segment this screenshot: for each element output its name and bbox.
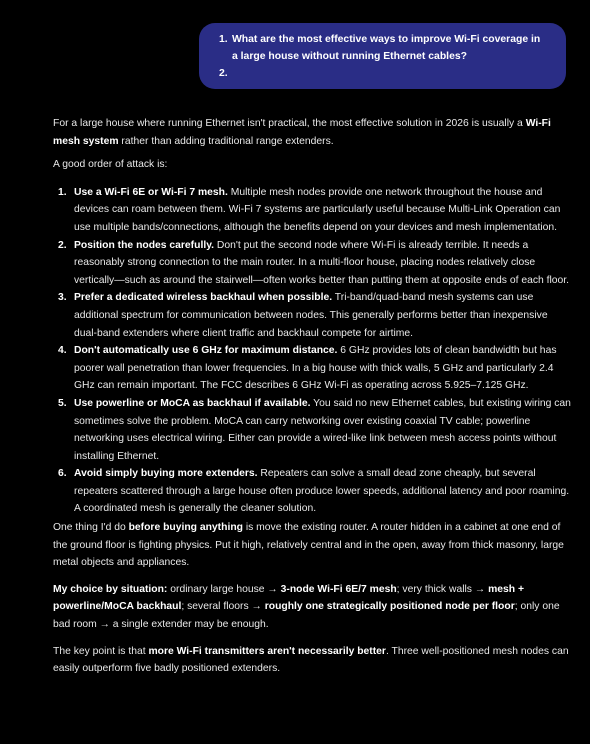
user-question-text: What are the most effective ways to improve Wi-Fi coverage in xyxy=(232,34,541,45)
user-question-number: 2. xyxy=(219,68,228,79)
step-title: Position the nodes carefully. xyxy=(74,239,215,251)
intro-bold: Wi-Fi mesh system xyxy=(53,118,551,147)
intro-paragraph xyxy=(53,115,571,150)
step-item xyxy=(53,237,571,290)
step-title: Use a Wi-Fi 6E or Wi-Fi 7 mesh. xyxy=(74,186,228,198)
step-title: Use powerline or MoCA as backhaul if available. xyxy=(74,397,311,409)
step-number: 1. xyxy=(58,186,67,198)
step-title: Prefer a dedicated wireless backhaul when possible. xyxy=(74,292,333,304)
key-point-paragraph xyxy=(53,643,571,678)
assistant-response xyxy=(53,115,571,678)
user-question-number: 1. xyxy=(219,34,228,45)
choice-paragraph xyxy=(53,581,571,634)
step-item xyxy=(53,342,571,395)
step-body: You said no new Ethernet cables, but existing wiring can sometimes solve the problem. MoCA can carry networking over existing coaxial TV cable; powerline networking uses electrical wiring. Either can provide a wired-like link between mesh access points without installing Ethernet. xyxy=(74,397,571,462)
step-item xyxy=(53,395,571,465)
step-title: Don't automatically use 6 GHz for maximum distance. xyxy=(74,345,338,357)
choice-bold: roughly one strategically positioned node per floor xyxy=(264,601,515,613)
step-number: 6. xyxy=(58,468,67,480)
user-question-item xyxy=(219,48,552,65)
step-body: Don't put the second node where Wi-Fi is already terrible. It needs a reasonably strong connection to the main router. In a multi-floor house, placing nodes relatively close vertically—such as around the stairwell—often works better than putting them at opposite ends of each floor. xyxy=(74,239,570,286)
step-body: Tri-band/quad-band mesh systems can use additional spectrum for communication between nodes. This generally performs better than inexpensive dual-band extenders where client traffic and backhaul compete for airtime. xyxy=(74,292,548,339)
step-title: Avoid simply buying more extenders. xyxy=(74,468,258,480)
choice-text: ordinary large house → xyxy=(167,583,281,595)
choice-bold: mesh + powerline/MoCA backhaul xyxy=(53,583,524,613)
step-item xyxy=(53,184,571,237)
step-number: 4. xyxy=(58,345,67,357)
step-body: Multiple mesh nodes provide one network throughout the house and devices can roam between them. Wi-Fi 7 systems are particularly useful because Multi-Link Operation can use multiple bands/connections, although the benefits depend on your devices and mesh implementation. xyxy=(74,186,561,233)
intro-text-end: rather than adding traditional range extenders. xyxy=(118,135,334,147)
router-paragraph xyxy=(53,519,571,572)
step-body: Repeaters can solve a small dead zone cheaply, but several repeaters scattered through a large house often produce lower speeds, additional latency and poor roaming. A coordinated mesh is generally the cleaner solution. xyxy=(74,468,570,515)
step-number: 2. xyxy=(58,239,67,251)
key-text-end: . Three well-positioned mesh nodes can easily outperform five badly positioned extenders. xyxy=(53,645,569,675)
step-body: 6 GHz provides lots of clean bandwidth but has poorer wall penetration than lower frequencies. In a big house with thick walls, 5 GHz and particularly 2.4 GHz can remain important. The FCC describes 6 GHz Wi-Fi as operating across 5.925–7.125 GHz. xyxy=(74,345,557,392)
choice-text: ; very thick walls → xyxy=(396,583,489,595)
user-question-text: a large house without running Ethernet cables? xyxy=(232,51,467,62)
step-item xyxy=(53,465,571,518)
choice-bold: 3-node Wi-Fi 6E/7 mesh xyxy=(280,583,397,595)
key-bold: more Wi-Fi transmitters aren't necessarily better xyxy=(148,645,386,657)
choice-text: ; only one bad room → a single extender may be enough. xyxy=(53,601,560,631)
router-text-end: is move the existing router. A router hidden in a cabinet at one end of the ground floor is fighting physics. Put it high, relatively central and in the open, away from thick masonry, large metal objects and appliances. xyxy=(53,522,564,569)
steps-list xyxy=(53,184,571,518)
step-number: 5. xyxy=(58,397,67,409)
choice-text: ; several floors → xyxy=(181,601,265,613)
user-question-list xyxy=(219,31,552,79)
router-bold: before buying anything xyxy=(128,522,243,534)
step-item xyxy=(53,289,571,342)
choice-lead: My choice by situation: xyxy=(53,583,168,595)
order-heading: A good order of attack is: xyxy=(53,159,168,171)
user-message-bubble xyxy=(199,23,566,89)
user-question-item xyxy=(219,31,552,48)
step-number: 3. xyxy=(58,292,67,304)
router-text: One thing I'd do xyxy=(53,522,129,534)
intro-text: For a large house where running Ethernet isn't practical, the most effective solution in 2026 is usually a xyxy=(53,118,526,129)
key-text: The key point is that xyxy=(53,645,149,657)
